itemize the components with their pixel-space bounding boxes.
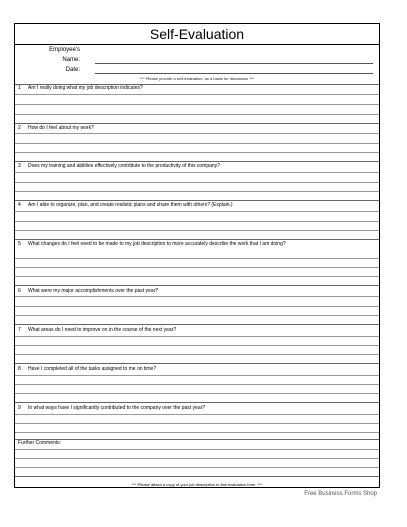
answer-line-q9[interactable] — [15, 423, 379, 424]
question-number: 9 — [18, 405, 21, 411]
question-text: What were my major accomplishments over the past year? — [28, 288, 159, 294]
question-number: 8 — [18, 366, 21, 372]
answer-line-q3[interactable] — [15, 172, 379, 173]
question-8 — [18, 366, 376, 373]
answer-line-q9[interactable] — [15, 432, 379, 433]
answer-line-q1[interactable] — [15, 94, 379, 95]
question-number: 6 — [18, 288, 21, 294]
answer-line-q6[interactable] — [15, 296, 379, 297]
question-number: 4 — [18, 202, 21, 208]
date-field[interactable] — [95, 73, 373, 74]
question-3 — [18, 163, 376, 170]
question-number: 2 — [18, 125, 21, 131]
question-text: How do I feel about my work? — [28, 125, 94, 131]
further-comments-label: Further Comments: — [18, 440, 62, 446]
question-text: What changes do I feel need to be made to my job description to more accurately describe the work that I am doing? — [28, 241, 286, 247]
brand-text: Free Business Forms Shop — [304, 491, 377, 497]
divider — [15, 285, 379, 286]
answer-line-q6[interactable] — [15, 306, 379, 307]
question-6 — [18, 288, 376, 295]
instructions-text: *** Please provide a self-evaluation, as a basis for discussion *** — [139, 76, 255, 81]
answer-line-q2[interactable] — [15, 143, 379, 144]
answer-line-q8[interactable] — [15, 375, 379, 376]
comment-line[interactable] — [15, 449, 379, 450]
answer-line-q1[interactable] — [15, 104, 379, 105]
answer-line-q7[interactable] — [15, 354, 379, 355]
comment-line[interactable] — [15, 458, 379, 459]
question-5 — [18, 241, 376, 248]
divider — [15, 123, 379, 124]
question-text: In what ways have I significantly contributed to the company over the past year? — [28, 405, 206, 411]
divider — [15, 363, 379, 364]
question-number: 1 — [18, 85, 21, 91]
question-7 — [18, 327, 376, 334]
answer-line-q9[interactable] — [15, 414, 379, 415]
form-title: Self-Evaluation — [15, 24, 379, 45]
question-1 — [18, 85, 376, 92]
answer-line-q3[interactable] — [15, 182, 379, 183]
divider — [15, 161, 379, 162]
name-field[interactable] — [95, 63, 373, 64]
answer-line-q8[interactable] — [15, 384, 379, 385]
answer-line-q7[interactable] — [15, 336, 379, 337]
question-2 — [18, 125, 376, 132]
divider — [15, 200, 379, 201]
divider — [15, 476, 379, 477]
answer-line-q6[interactable] — [15, 315, 379, 316]
answer-line-q2[interactable] — [15, 152, 379, 153]
answer-line-q5[interactable] — [15, 258, 379, 259]
question-9 — [18, 405, 376, 412]
divider — [15, 324, 379, 325]
question-text: Am I really doing what my job description indicates? — [28, 85, 143, 91]
comment-line[interactable] — [15, 467, 379, 468]
employee-label: Employee's — [49, 47, 80, 53]
question-number: 3 — [18, 163, 21, 169]
answer-line-q3[interactable] — [15, 191, 379, 192]
question-text: Does my training and abilities effectively contribute to the productivity of this company? — [28, 163, 220, 169]
date-label: Date: — [65, 67, 80, 73]
question-text: Have I completed all of the tasks assigned to me on time? — [28, 366, 157, 372]
answer-line-q4[interactable] — [15, 221, 379, 222]
answer-line-q5[interactable] — [15, 267, 379, 268]
name-label: Name: — [62, 57, 80, 63]
evaluation-form — [14, 23, 380, 488]
answer-line-q2[interactable] — [15, 133, 379, 134]
divider — [15, 402, 379, 403]
answer-line-q5[interactable] — [15, 276, 379, 277]
question-text: What areas do I need to improve on in the course of the next year? — [28, 327, 177, 333]
question-number: 5 — [18, 241, 21, 247]
footer-note: *** Please attach a copy of your job description to this evaluation form. *** — [131, 482, 263, 487]
answer-line-q8[interactable] — [15, 393, 379, 394]
answer-line-q1[interactable] — [15, 114, 379, 115]
answer-line-q4[interactable] — [15, 230, 379, 231]
answer-line-q4[interactable] — [15, 211, 379, 212]
answer-line-q7[interactable] — [15, 345, 379, 346]
divider — [15, 239, 379, 240]
question-4 — [18, 202, 376, 209]
question-text: Am I able to organize, plan, and create realistic plans and share them with others? (Explain.) — [28, 202, 233, 208]
question-number: 7 — [18, 327, 21, 333]
